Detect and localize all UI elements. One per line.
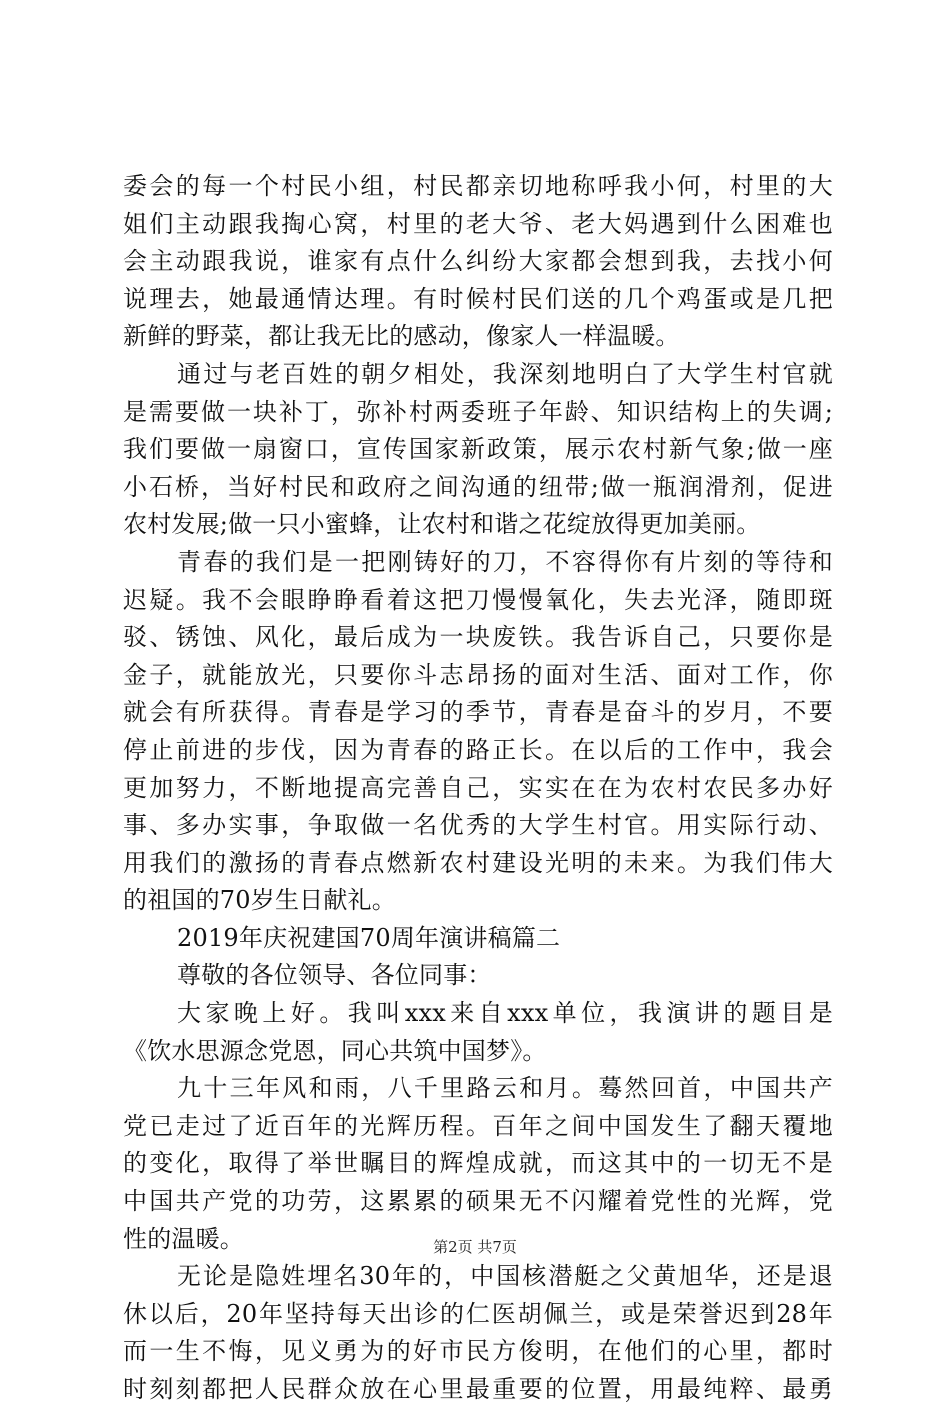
text-line: 我们要做一扇窗口，宣传国家新政策，展示农村新气象;做一座 <box>123 435 833 464</box>
text-line: 停止前进的步伐，因为青春的路正长。在以后的工作中，我会 <box>123 735 833 764</box>
text-line: 休以后，20年坚持每天出诊的仁医胡佩兰，或是荣誉迟到28年 <box>123 1299 833 1328</box>
text-line: 事、多办实事，争取做一名优秀的大学生村官。用实际行动、 <box>123 811 833 840</box>
text-line: 中国共产党的功劳，这累累的硕果无不闪耀着党性的光辉，党 <box>123 1187 833 1216</box>
text-line: 无论是隐姓埋名30年的，中国核潜艇之父黄旭华，还是退 <box>177 1262 833 1291</box>
text-line: 时刻刻都把人民群众放在心里最重要的位置，用最纯粹、最勇 <box>123 1375 833 1403</box>
text-line: 性的温暖。 <box>123 1224 244 1253</box>
text-line: 的变化，取得了举世瞩目的辉煌成就，而这其中的一切无不是 <box>123 1149 833 1178</box>
page-footer: 第2页 共7页 <box>433 1238 517 1256</box>
text-line: 小石桥，当好村民和政府之间沟通的纽带;做一瓶润滑剂，促进 <box>123 472 833 501</box>
text-line: 党已走过了近百年的光辉历程。百年之间中国发生了翻天覆地 <box>123 1111 833 1140</box>
text-line: 会主动跟我说，谁家有点什么纠纷大家都会想到我，去找小何 <box>123 247 833 276</box>
text-line: 新鲜的野菜，都让我无比的感动，像家人一样温暖。 <box>123 322 680 351</box>
document-body <box>123 168 833 1409</box>
text-line: 的祖国的70岁生日献礼。 <box>123 886 396 915</box>
text-line: 九十三年风和雨，八千里路云和月。蓦然回首，中国共产 <box>177 1074 833 1103</box>
text-line: 尊敬的各位领导、各位同事： <box>177 961 492 990</box>
text-line: 农村发展;做一只小蜜蜂，让农村和谐之花绽放得更加美丽。 <box>123 510 761 539</box>
text-line: 2019年庆祝建国70周年演讲稿篇二 <box>177 923 561 952</box>
text-line: 金子，就能放光，只要你斗志昂扬的面对生活、面对工作，你 <box>123 660 833 689</box>
text-line: 更加努力，不断地提高完善自己，实实在在为农村农民多办好 <box>123 773 833 802</box>
text-line: 用我们的激扬的青春点燃新农村建设光明的未来。为我们伟大 <box>123 848 833 877</box>
text-line: 大家晚上好。我叫xxx来自xxx单位，我演讲的题目是 <box>177 999 833 1028</box>
text-line: 委会的每一个村民小组，村民都亲切地称呼我小何，村里的大 <box>123 172 833 200</box>
text-line: 驳、锈蚀、风化，最后成为一块废铁。我告诉自己，只要你是 <box>123 623 833 652</box>
text-line: 而一生不悔，见义勇为的好市民方俊明，在他们的心里，都时 <box>123 1337 833 1366</box>
text-line: 《饮水思源念党恩，同心共筑中国梦》。 <box>123 1036 547 1065</box>
text-line: 是需要做一块补丁，弥补村两委班子年龄、知识结构上的失调; <box>123 397 833 426</box>
text-line: 迟疑。我不会眼睁睁看着这把刀慢慢氧化，失去光泽，随即斑 <box>123 585 833 614</box>
text-line: 通过与老百姓的朝夕相处，我深刻地明白了大学生村官就 <box>177 359 833 388</box>
text-line: 青春的我们是一把刚铸好的刀，不容得你有片刻的等待和 <box>177 547 833 576</box>
text-line: 姐们主动跟我掏心窝，村里的老大爷、老大妈遇到什么困难也 <box>123 209 833 238</box>
text-line: 说理去，她最通情达理。有时候村民们送的几个鸡蛋或是几把 <box>123 284 833 313</box>
text-line: 就会有所获得。青春是学习的季节，青春是奋斗的岁月，不要 <box>123 698 833 727</box>
